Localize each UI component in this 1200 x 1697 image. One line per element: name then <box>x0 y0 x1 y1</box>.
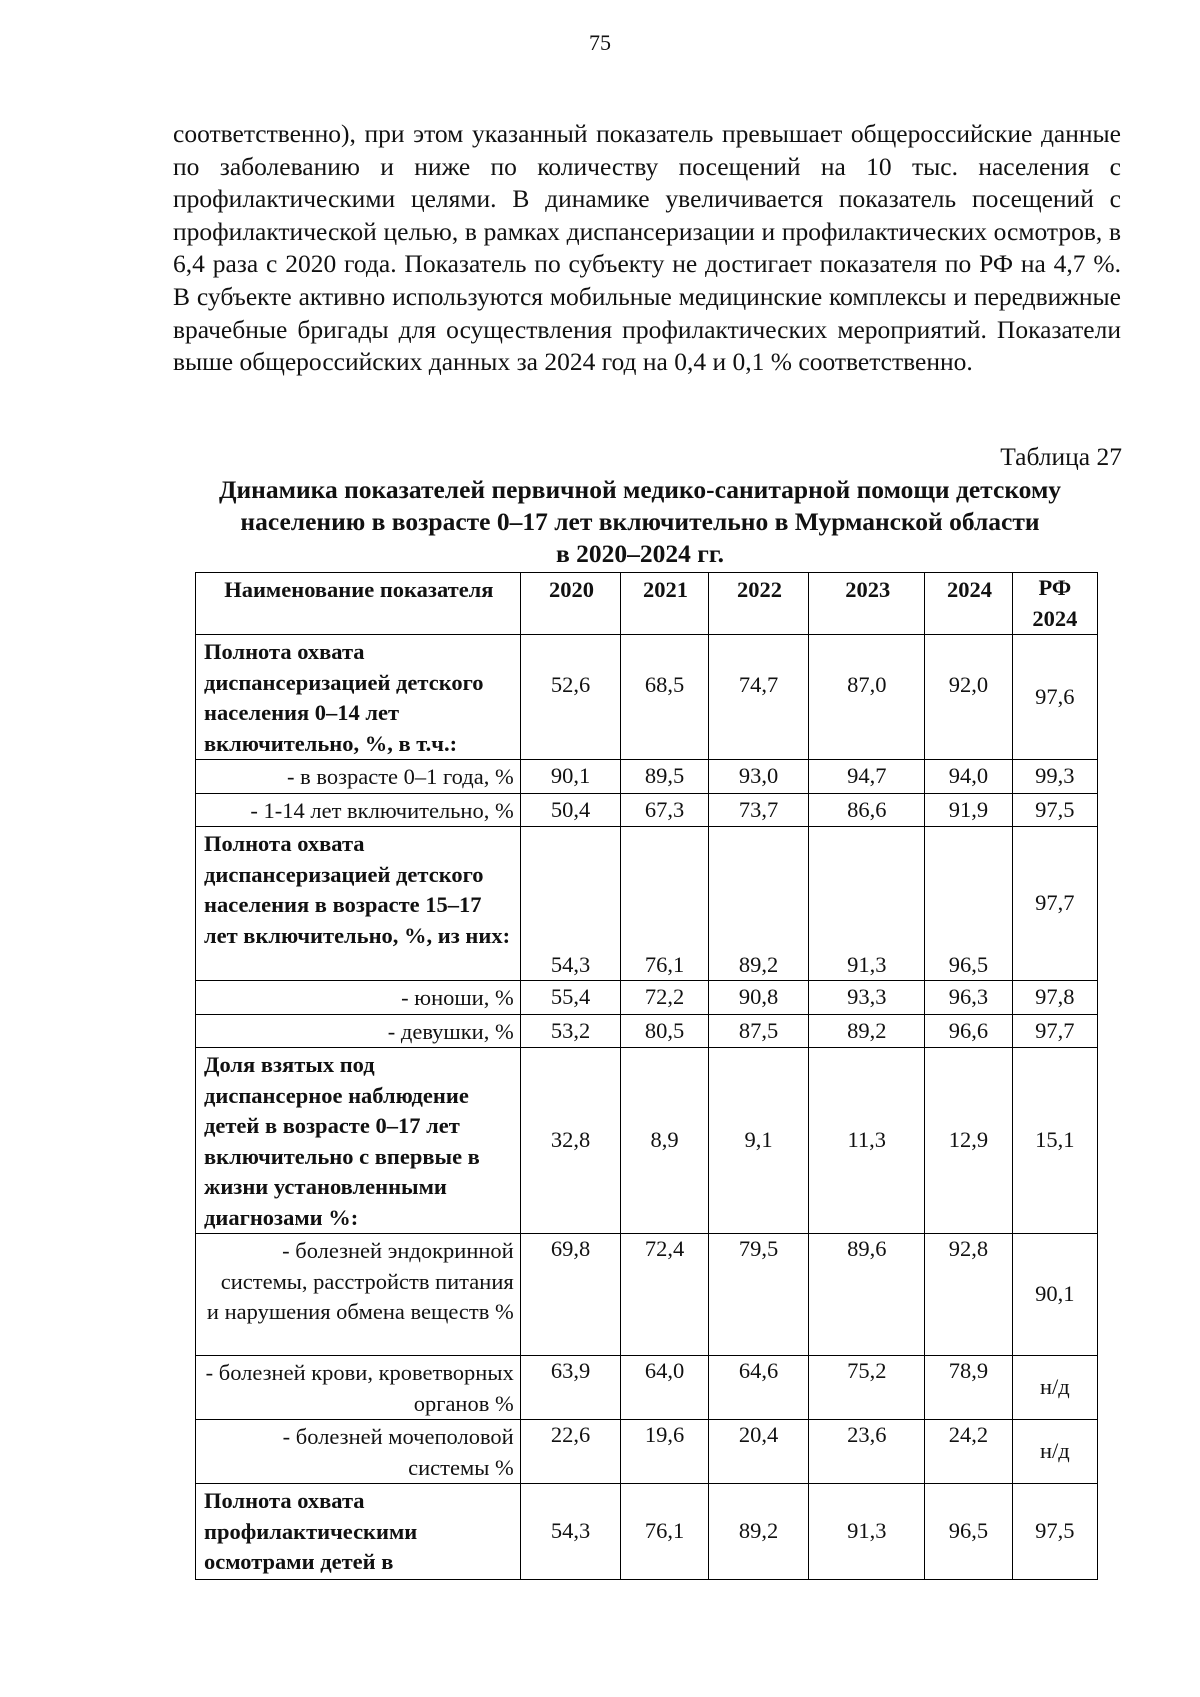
cell-value: 32,8 <box>520 1048 621 1234</box>
table-row <box>196 827 1098 981</box>
cell-value: 89,6 <box>809 1234 925 1356</box>
cell-value: 63,9 <box>520 1356 621 1420</box>
cell-value: 69,8 <box>520 1234 621 1356</box>
table-header-row <box>196 573 1098 635</box>
row-name: Полнота охвата диспансеризацией детского населения в возрасте 15–17 лет включительно, %, из них: <box>196 827 521 981</box>
table-caption-line: Динамика показателей первичной медико-санитарной помощи детскому <box>218 475 1062 504</box>
cell-value: 87,0 <box>809 635 925 760</box>
cell-value: 94,0 <box>925 760 1012 794</box>
cell-value: 76,1 <box>621 827 708 981</box>
row-name: - девушки, % <box>196 1014 521 1048</box>
row-name: - 1-14 лет включительно, % <box>196 793 521 827</box>
table-row <box>196 1484 1098 1580</box>
cell-value: 97,7 <box>1012 1014 1097 1048</box>
cell-value: 91,3 <box>809 1484 925 1580</box>
cell-value: 91,9 <box>925 793 1012 827</box>
cell-value: 93,0 <box>708 760 809 794</box>
cell-value: 54,3 <box>520 1484 621 1580</box>
cell-value: 96,5 <box>925 827 1012 981</box>
row-name: Полнота охвата диспансеризацией детского населения 0–14 лет включительно, %, в т.ч.: <box>196 635 521 760</box>
body-paragraph: соответственно), при этом указанный показатель превышает общероссийские данные по заболеванию и ниже по количеству посещений на 10 тыс. населения с профилактическими целями. В динамике увеличивается показатель посещений с профилактической целью, в рамках диспансеризации и профилактических осмотров, в 6,4 раза с 2020 года. Показатель по субъекту не достигает показателя по РФ на 4,7 %. В субъекте активно используются мобильные медицинские комплексы и передвижные врачебные бригады для осуществления профилактических мероприятий. Показатели выше общероссийских данных за 2024 год на 0,4 и 0,1 % соответственно. <box>173 119 1121 377</box>
header-2020: 2020 <box>520 573 621 635</box>
header-2024: 2024 <box>925 573 1012 635</box>
cell-value: 53,2 <box>520 1014 621 1048</box>
row-name: - болезней крови, кроветворных органов % <box>196 1356 521 1420</box>
cell-value: 76,1 <box>621 1484 708 1580</box>
cell-value: 89,2 <box>708 827 809 981</box>
cell-value: 92,0 <box>925 635 1012 760</box>
table-caption-line: в 2020–2024 гг. <box>556 539 724 568</box>
cell-value: 96,3 <box>925 981 1012 1015</box>
cell-value: 89,2 <box>708 1484 809 1580</box>
cell-value: 52,6 <box>520 635 621 760</box>
row-name: Полнота охвата профилактическими осмотрами детей в <box>196 1484 521 1580</box>
row-name: - в возрасте 0–1 года, % <box>196 760 521 794</box>
cell-value: 96,6 <box>925 1014 1012 1048</box>
cell-value: н/д <box>1012 1356 1097 1420</box>
cell-value: 97,7 <box>1012 827 1097 981</box>
cell-value: 19,6 <box>621 1420 708 1484</box>
cell-value: 75,2 <box>809 1356 925 1420</box>
cell-value: 86,6 <box>809 793 925 827</box>
cell-value: 20,4 <box>708 1420 809 1484</box>
table-row <box>196 760 1098 794</box>
cell-value: 90,8 <box>708 981 809 1015</box>
cell-value: 87,5 <box>708 1014 809 1048</box>
row-name: - болезней эндокринной системы, расстройств питания и нарушения обмена веществ % <box>196 1234 521 1356</box>
table-row <box>196 1356 1098 1420</box>
cell-value: 54,3 <box>520 827 621 981</box>
cell-value: 15,1 <box>1012 1048 1097 1234</box>
table-row <box>196 793 1098 827</box>
cell-value: 97,5 <box>1012 1484 1097 1580</box>
cell-value: 72,2 <box>621 981 708 1015</box>
table-row <box>196 635 1098 760</box>
cell-value: 90,1 <box>1012 1234 1097 1356</box>
cell-value: 96,5 <box>925 1484 1012 1580</box>
cell-value: 73,7 <box>708 793 809 827</box>
cell-value: 93,3 <box>809 981 925 1015</box>
cell-value: 79,5 <box>708 1234 809 1356</box>
cell-value: 67,3 <box>621 793 708 827</box>
row-name: Доля взятых под диспансерное наблюдение детей в возрасте 0–17 лет включительно с впервые в жизни установленными диагнозами %: <box>196 1048 521 1234</box>
row-name: - юноши, % <box>196 981 521 1015</box>
row-name: - болезней мочеполовой системы % <box>196 1420 521 1484</box>
cell-value: 23,6 <box>809 1420 925 1484</box>
cell-value: 9,1 <box>708 1048 809 1234</box>
cell-value: 89,2 <box>809 1014 925 1048</box>
cell-value: 80,5 <box>621 1014 708 1048</box>
table-caption <box>150 474 1130 570</box>
cell-value: 99,3 <box>1012 760 1097 794</box>
table-row <box>196 1234 1098 1356</box>
cell-value: 64,6 <box>708 1356 809 1420</box>
cell-value: 50,4 <box>520 793 621 827</box>
cell-value: 74,7 <box>708 635 809 760</box>
cell-value: 89,5 <box>621 760 708 794</box>
cell-value: 92,8 <box>925 1234 1012 1356</box>
cell-value: 12,9 <box>925 1048 1012 1234</box>
cell-value: 22,6 <box>520 1420 621 1484</box>
cell-value: 55,4 <box>520 981 621 1015</box>
header-indicator: Наименование показателя <box>196 573 521 635</box>
table-number: Таблица 27 <box>1000 442 1122 471</box>
cell-value: 64,0 <box>621 1356 708 1420</box>
table-row <box>196 1014 1098 1048</box>
table-row <box>196 1420 1098 1484</box>
cell-value: н/д <box>1012 1420 1097 1484</box>
table-row <box>196 981 1098 1015</box>
cell-value: 97,8 <box>1012 981 1097 1015</box>
cell-value: 78,9 <box>925 1356 1012 1420</box>
cell-value: 24,2 <box>925 1420 1012 1484</box>
cell-value: 8,9 <box>621 1048 708 1234</box>
header-rf-2024: РФ 2024 <box>1012 573 1097 635</box>
table-caption-line: населению в возрасте 0–17 лет включительно в Мурманской области <box>240 507 1040 536</box>
page-number: 75 <box>589 30 611 55</box>
header-2021: 2021 <box>621 573 708 635</box>
cell-value: 94,7 <box>809 760 925 794</box>
table-row <box>196 1048 1098 1234</box>
header-2022: 2022 <box>708 573 809 635</box>
cell-value: 91,3 <box>809 827 925 981</box>
cell-value: 90,1 <box>520 760 621 794</box>
cell-value: 72,4 <box>621 1234 708 1356</box>
indicators-table <box>195 572 1098 1580</box>
cell-value: 97,5 <box>1012 793 1097 827</box>
header-2023: 2023 <box>809 573 925 635</box>
cell-value: 68,5 <box>621 635 708 760</box>
cell-value: 11,3 <box>809 1048 925 1234</box>
cell-value: 97,6 <box>1012 635 1097 760</box>
